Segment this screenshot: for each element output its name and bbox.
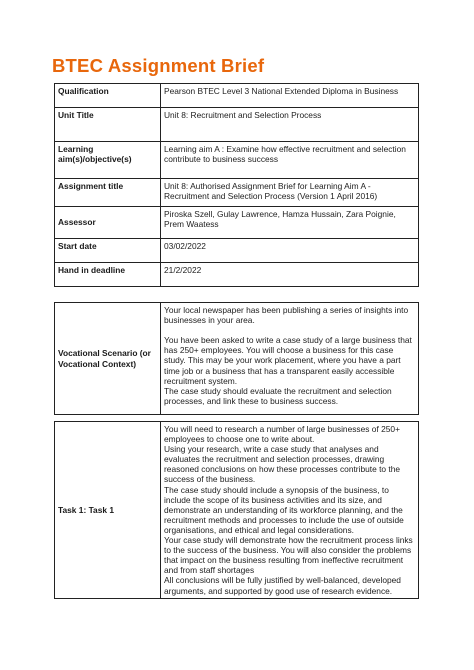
task1-label: Task 1: Task 1 xyxy=(55,422,161,599)
assessor-label: Assessor xyxy=(55,207,161,239)
table-row xyxy=(55,207,419,239)
table-row xyxy=(55,239,419,263)
table-row xyxy=(55,142,419,179)
page-title: BTEC Assignment Brief xyxy=(52,55,265,76)
table-row xyxy=(55,422,419,599)
assignment-title-value: Unit 8: Authorised Assignment Brief for Learning Aim A - Recruitment and Selection Process (Version 1 April 2016) xyxy=(161,179,419,207)
table-row xyxy=(55,84,419,108)
scenario-label: Vocational Scenario (or Vocational Context) xyxy=(55,303,161,415)
table-row xyxy=(55,263,419,287)
unit-title-value: Unit 8: Recruitment and Selection Process xyxy=(161,108,419,142)
assessor-value: Piroska Szell, Gulay Lawrence, Hamza Hussain, Zara Poignie, Prem Waatess xyxy=(161,207,419,239)
task1-text: You will need to research a number of large businesses of 250+ employees to choose one to write about. Using your research, write a case study that analyses and evaluates the recruitment and selection processes, drawing reasoned conclusions on how these processes contribute to the success of the business. The case study should include a synopsis of the business, to include the scope of its business activities and its size, and demonstrate an understanding of its workforce planning, and the recruitment methods and processes to include the use of outside organisations, and ethical and legal considerations. Your case study will demonstrate how the recruitment process links to the success of the business. You will also consider the problems that impact on the business resulting from ineffective recruitment and from staff shortages All conclusions will be fully justified by well-balanced, developed arguments, and supported by good use of research evidence. xyxy=(161,422,419,599)
assignment-info-table xyxy=(54,83,419,287)
scenario-table xyxy=(54,302,419,415)
start-date-value: 03/02/2022 xyxy=(161,239,419,263)
unit-title-label: Unit Title xyxy=(55,108,161,142)
table-row xyxy=(55,179,419,207)
qualification-label: Qualification xyxy=(55,84,161,108)
assignment-title-label: Assignment title xyxy=(55,179,161,207)
deadline-label: Hand in deadline xyxy=(55,263,161,287)
deadline-value: 21/2/2022 xyxy=(161,263,419,287)
learning-aim-label: Learning aim(s)/objective(s) xyxy=(55,142,161,179)
table-row xyxy=(55,303,419,415)
start-date-label: Start date xyxy=(55,239,161,263)
learning-aim-value: Learning aim A : Examine how effective recruitment and selection contribute to business success xyxy=(161,142,419,179)
scenario-text: Your local newspaper has been publishing a series of insights into businesses in your area. You have been asked to write a case study of a large business that has 250+ employees. You will choose a business for this case study. This may be your work placement, where you have a part time job or a business that has a transparent easily accessible recruitment system. The case study should evaluate the recruitment and selection processes, and link these to business success. xyxy=(161,303,419,415)
table-row xyxy=(55,108,419,142)
qualification-value: Pearson BTEC Level 3 National Extended Diploma in Business xyxy=(161,84,419,108)
task-table xyxy=(54,421,419,599)
